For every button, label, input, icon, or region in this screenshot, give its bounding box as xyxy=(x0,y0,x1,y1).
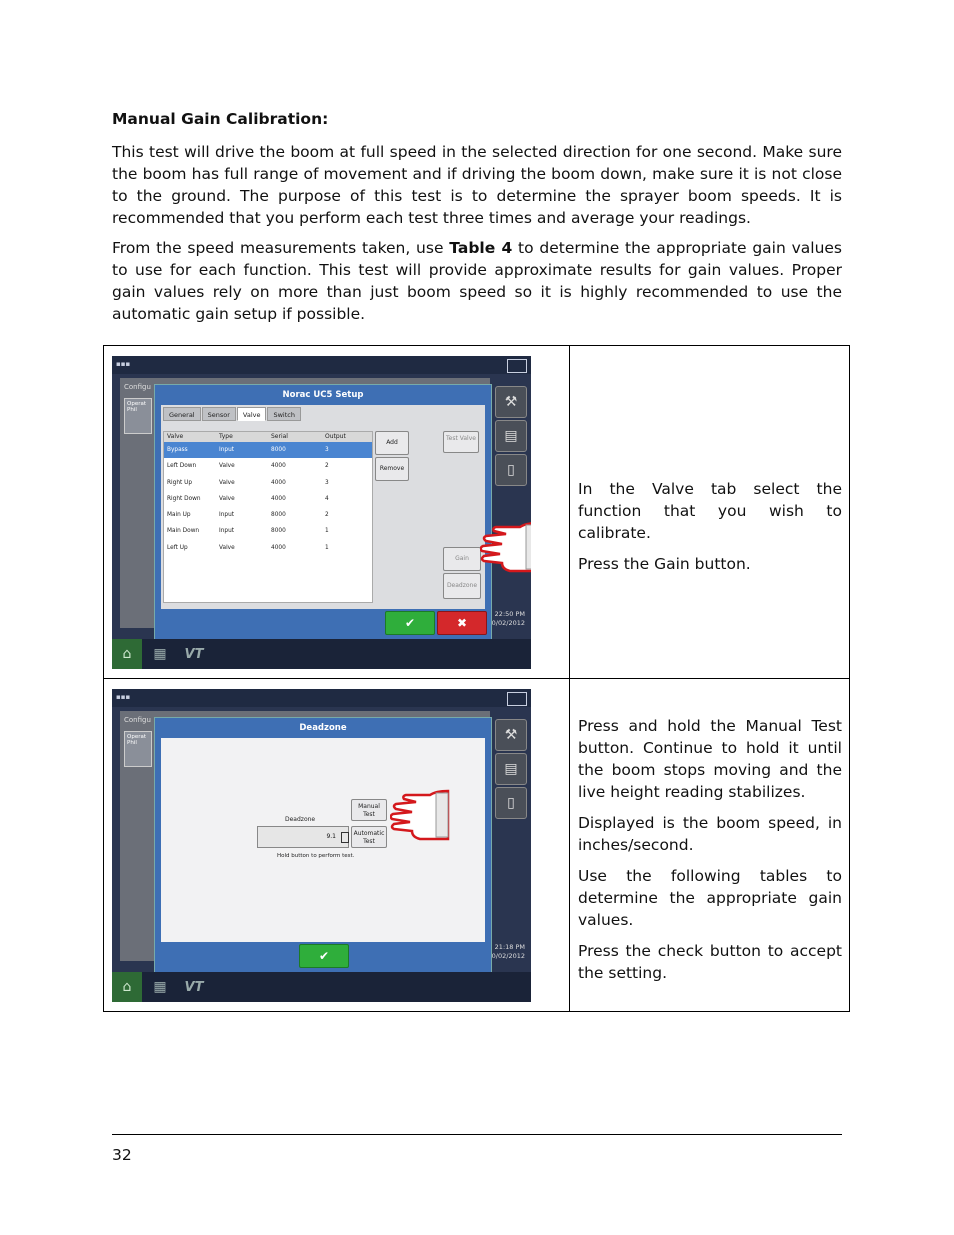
cell: 2 xyxy=(325,463,329,470)
cell: 4 xyxy=(325,495,329,502)
remove-button[interactable]: Remove xyxy=(375,457,409,481)
cell: Valve xyxy=(219,495,235,502)
check-icon[interactable]: ✔ xyxy=(299,944,349,968)
step-row-deadzone xyxy=(104,679,849,1011)
cell: 4000 xyxy=(271,463,286,470)
tab-sensor[interactable]: Sensor xyxy=(202,407,236,421)
cell: Input xyxy=(219,528,235,535)
uc5-setup-dialog xyxy=(154,384,492,640)
terminal-logo-icon: ▪▪▪ xyxy=(116,360,131,368)
step1-instructions xyxy=(578,478,842,584)
home-icon[interactable]: ⌂ xyxy=(112,972,142,1002)
table-row[interactable] xyxy=(164,540,372,556)
cell: 4000 xyxy=(271,479,286,486)
vt-icon[interactable]: VT xyxy=(184,979,204,995)
column-divider xyxy=(569,346,570,678)
deadzone-value-field: 9.1 xyxy=(257,826,349,848)
para2-before: From the speed measurements taken, use xyxy=(112,239,450,257)
cell: 2 xyxy=(325,512,329,519)
grid-icon[interactable]: ▦ xyxy=(153,646,167,662)
home-icon[interactable]: ⌂ xyxy=(112,639,142,669)
clock xyxy=(492,943,525,961)
intro-paragraph: This test will drive the boom at full speed in the selected direction for one second. Make sure the boom has full range of movement and if driving the boom down, make sure it is not close to the ground. The purpose of this test is to determine the sprayer boom speeds. It is recommended that you perform each test three times and average your readings. xyxy=(112,143,842,227)
automatic-test-button[interactable]: Automatic Test xyxy=(351,826,387,848)
cancel-icon[interactable]: ✖ xyxy=(437,611,487,635)
step1-text-select: In the Valve tab select the function that you wish to calibrate. xyxy=(578,480,842,542)
cell: 4000 xyxy=(271,544,286,551)
dialog-title: Norac UC5 Setup xyxy=(282,390,364,400)
table-row[interactable] xyxy=(164,523,372,539)
deadzone-screenshot xyxy=(112,689,531,1002)
cell: 8000 xyxy=(271,528,286,535)
table-reference-paragraph xyxy=(112,237,842,325)
cell: Main Up xyxy=(167,512,191,519)
col-serial: Serial xyxy=(271,433,288,440)
cell: Valve xyxy=(219,463,235,470)
table-row[interactable] xyxy=(164,507,372,523)
dialog-body xyxy=(161,405,485,609)
uc5-setup-screenshot xyxy=(112,356,531,669)
cell: 4000 xyxy=(271,495,286,502)
column-divider xyxy=(569,679,570,1011)
col-valve: Valve xyxy=(167,433,184,440)
tab-general[interactable]: General xyxy=(163,407,201,421)
cell: Input xyxy=(219,447,235,453)
instruction-table xyxy=(103,345,850,1012)
deadzone-button[interactable]: Deadzone xyxy=(443,573,481,599)
dialog-title: Deadzone xyxy=(299,723,347,733)
add-button[interactable]: Add xyxy=(375,431,409,455)
cell: Right Up xyxy=(167,479,193,486)
col-output: Output xyxy=(325,433,346,440)
background-config-label: Configu xyxy=(124,383,151,391)
col-type: Type xyxy=(219,433,233,440)
cell: 3 xyxy=(325,447,329,453)
cell: Valve xyxy=(219,479,235,486)
background-config-label: Configu xyxy=(124,716,151,724)
device-icon[interactable]: ▯ xyxy=(495,787,527,819)
table-row[interactable] xyxy=(164,458,372,474)
grid-icon[interactable]: ▦ xyxy=(153,979,167,995)
step2-text-tables: Use the following tables to determine the appropriate gain values. xyxy=(578,867,842,929)
manual-test-button[interactable]: Manual Test xyxy=(351,799,387,821)
footer-rule xyxy=(112,1134,842,1135)
cell: 1 xyxy=(325,528,329,535)
valve-table xyxy=(163,431,373,603)
screen-icon xyxy=(507,359,527,373)
page-number: 32 xyxy=(112,1146,132,1164)
valve-table-header xyxy=(164,432,372,442)
test-valve-button[interactable]: Test Valve xyxy=(443,431,479,453)
clock-time: 21:18 PM xyxy=(494,943,525,951)
step2-instructions xyxy=(578,715,842,993)
terminal-status-bar xyxy=(112,356,531,374)
cell: 3 xyxy=(325,479,329,486)
step2-text-speed: Displayed is the boom speed, in inches/second. xyxy=(578,814,842,854)
cell: 8000 xyxy=(271,447,286,453)
screen-icon xyxy=(507,692,527,706)
clock-date: 0/02/2012 xyxy=(491,952,525,960)
cell: Right Down xyxy=(167,495,201,502)
table-4-reference: Table 4 xyxy=(449,239,513,257)
clock xyxy=(492,610,525,628)
clock-time: 22:50 PM xyxy=(494,610,525,618)
table-row[interactable] xyxy=(164,442,372,458)
vt-icon[interactable]: VT xyxy=(184,646,204,662)
cell: Valve xyxy=(219,544,235,551)
wrench-icon[interactable]: ⚒ xyxy=(495,386,527,418)
step2-text-hold: Press and hold the Manual Test button. Continue to hold it until the boom stops moving and the live height reading stabilizes. xyxy=(578,717,842,801)
para2-after: to determine the appropriate gain values to use for each function. This test will provide approximate results for gain values. Proper gain values rely on more than just boom speed so it is highly recommended to use the automatic gain setup if possible. xyxy=(112,239,843,323)
terminal-logo-icon: ▪▪▪ xyxy=(116,693,131,701)
cell: Main Down xyxy=(167,528,200,535)
pointing-hand-icon xyxy=(390,789,450,841)
tab-valve[interactable]: Valve xyxy=(237,407,267,421)
background-operator-box: Operat Phil xyxy=(124,731,152,767)
deadzone-field-label: Deadzone xyxy=(285,816,316,823)
terminal-nav-bar xyxy=(112,972,531,1002)
clipboard-icon[interactable]: ▤ xyxy=(495,753,527,785)
gain-button[interactable]: Gain xyxy=(443,547,481,571)
cell: Left Down xyxy=(167,463,197,470)
calculator-icon xyxy=(341,832,349,843)
step2-text-accept: Press the check button to accept the setting. xyxy=(578,942,842,982)
terminal-nav-bar xyxy=(112,639,531,669)
table-row[interactable] xyxy=(164,491,372,507)
cell: 1 xyxy=(325,544,329,551)
device-icon[interactable]: ▯ xyxy=(495,454,527,486)
section-heading: Manual Gain Calibration: xyxy=(112,110,329,128)
tab-switch[interactable]: Switch xyxy=(267,407,301,421)
wrench-icon[interactable]: ⚒ xyxy=(495,719,527,751)
clipboard-icon[interactable]: ▤ xyxy=(495,420,527,452)
step-row-gain xyxy=(104,346,849,679)
step1-text-gain: Press the Gain button. xyxy=(578,555,751,573)
cell: 8000 xyxy=(271,512,286,519)
check-icon[interactable]: ✔ xyxy=(385,611,435,635)
terminal-status-bar xyxy=(112,689,531,707)
hold-caption: Hold button to perform test. xyxy=(277,853,355,859)
background-operator-box: Operat Phil xyxy=(124,398,152,434)
deadzone-dialog xyxy=(154,717,492,973)
table-row[interactable] xyxy=(164,475,372,491)
cell: Left Up xyxy=(167,544,188,551)
clock-date: 0/02/2012 xyxy=(491,619,525,627)
setup-tabs xyxy=(163,407,302,421)
cell: Bypass xyxy=(167,447,188,453)
pointing-hand-icon xyxy=(480,521,531,573)
cell: Input xyxy=(219,512,235,519)
